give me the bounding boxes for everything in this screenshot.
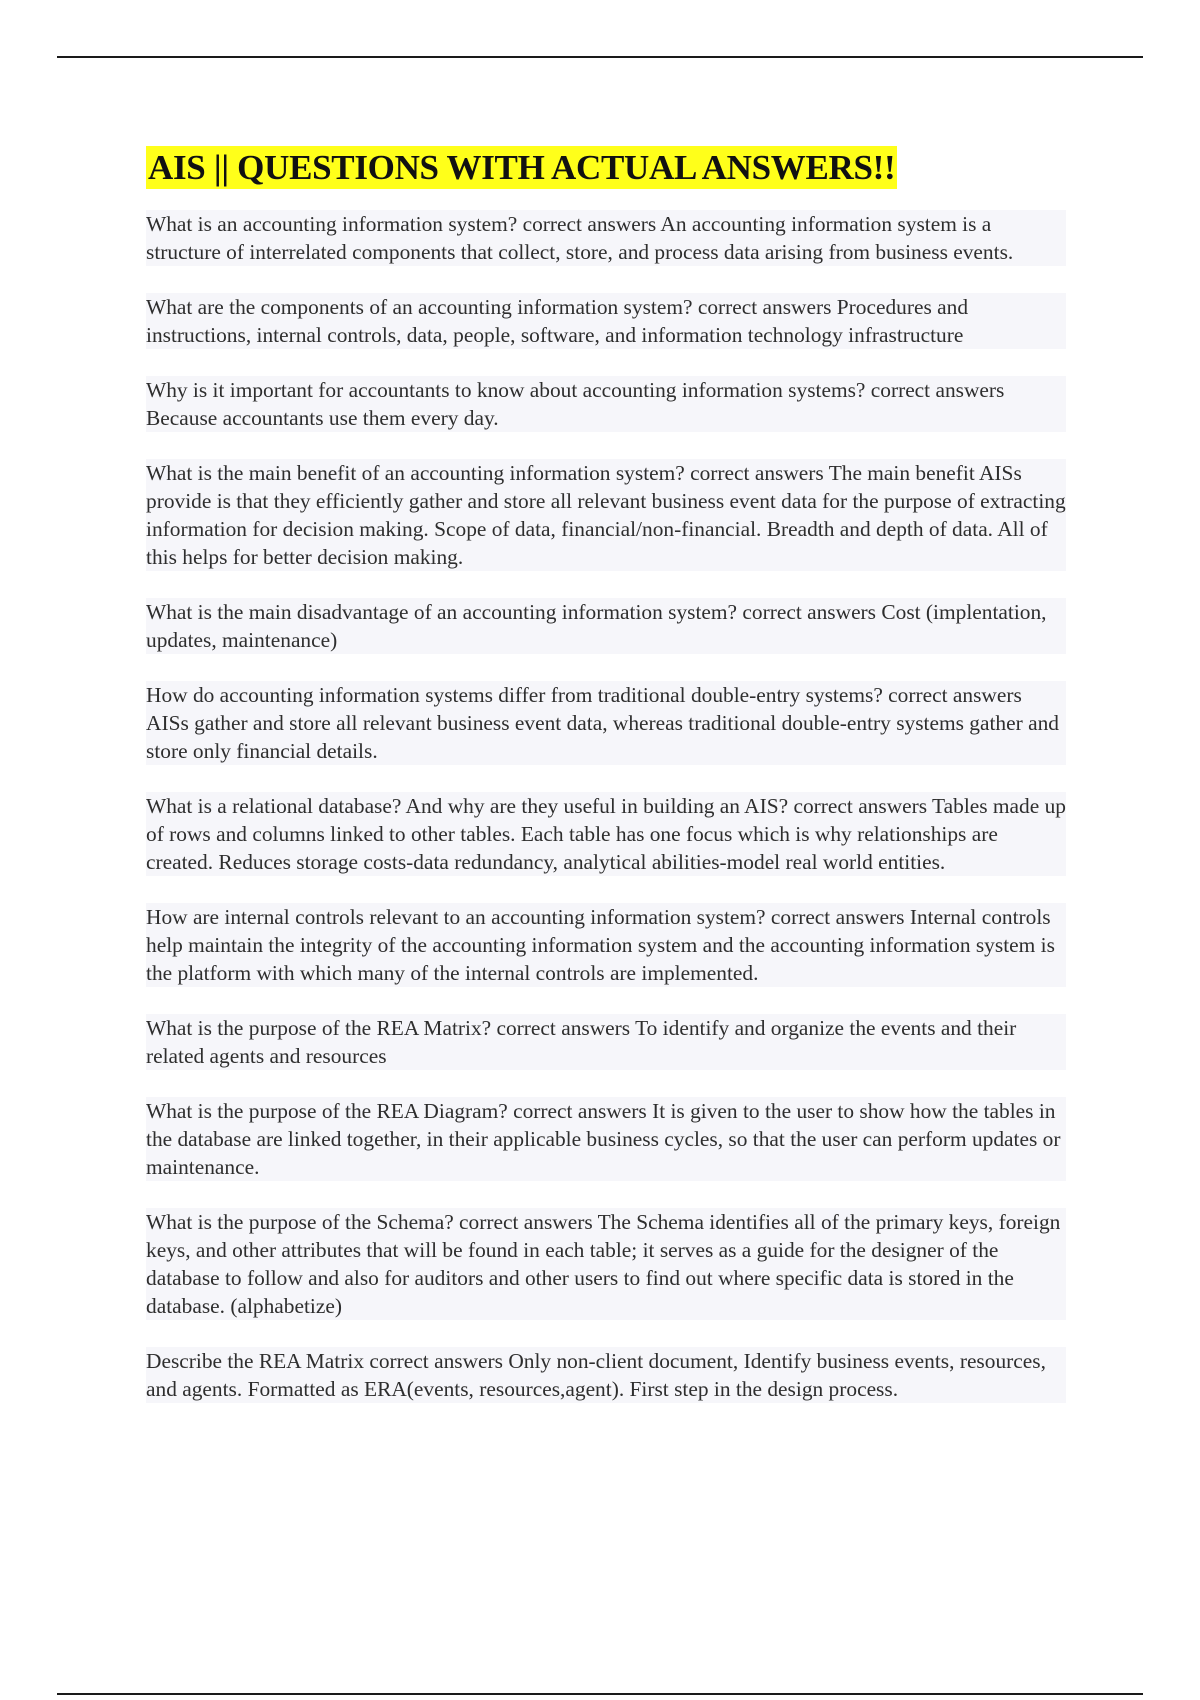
qa-item: What is a relational database? And why are they useful in building an AIS? correct answers Tables made up of rows and columns linked to other tables. Each table has one focus which is why relationships are created. Reduces storage costs-data redundancy, analytical abilities-model real world entities.	[146, 794, 1066, 874]
qa-item: What is the purpose of the REA Diagram? correct answers It is given to the user to show how the tables in the database are linked together, in their applicable business cycles, so that the user can perform updates or maintenance.	[146, 1097, 1066, 1181]
qa-item: Why is it important for accountants to know about accounting information systems? correct answers Because accountants use them every day.	[146, 376, 1066, 432]
footer-rule	[57, 1693, 1143, 1695]
qa-item: What is the purpose of the Schema? correct answers The Schema identifies all of the primary keys, foreign keys, and other attributes that will be found in each table; it serves as a guide for the designer of the database to follow and also for auditors and other users to find out where specific data is stored in the database. (alphabetize)	[146, 1208, 1066, 1320]
header-rule	[57, 56, 1143, 58]
document-body	[146, 146, 1066, 1430]
qa-item: What is the purpose of the REA Matrix? correct answers To identify and organize the events and their related agents and resources	[146, 1014, 1066, 1070]
qa-item: What is the main benefit of an accounting information system? correct answers The main benefit AISs provide is that they efficiently gather and store all relevant business event data for the purpose of extracting information for decision making. Scope of data, financial/non-financial. Breadth and depth of data. All of this helps for better decision making.	[146, 461, 1066, 569]
document-title: AIS || QUESTIONS WITH ACTUAL ANSWERS!!	[148, 148, 896, 187]
qa-item: What is the main disadvantage of an accounting information system? correct answers Cost (implentation, updates, maintenance)	[146, 598, 1066, 654]
qa-item: How are internal controls relevant to an accounting information system? correct answers Internal controls help maintain the integrity of the accounting information system and the accounting information system is the platform with which many of the internal controls are implemented.	[146, 903, 1066, 987]
qa-item: What is an accounting information system? correct answers An accounting information system is a structure of interrelated components that collect, store, and process data arising from business events.	[146, 210, 1066, 266]
qa-item: Describe the REA Matrix correct answers Only non-client document, Identify business events, resources, and agents. Formatted as ERA(events, resources,agent). First step in the design process.	[146, 1347, 1066, 1403]
qa-item: How do accounting information systems differ from traditional double-entry systems? correct answers AISs gather and store all relevant business event data, whereas traditional double-entry systems gather and store only financial details.	[146, 681, 1066, 765]
qa-item: What are the components of an accounting information system? correct answers Procedures and instructions, internal controls, data, people, software, and information technology infrastructure	[146, 293, 1066, 349]
qa-list	[146, 210, 1066, 1403]
